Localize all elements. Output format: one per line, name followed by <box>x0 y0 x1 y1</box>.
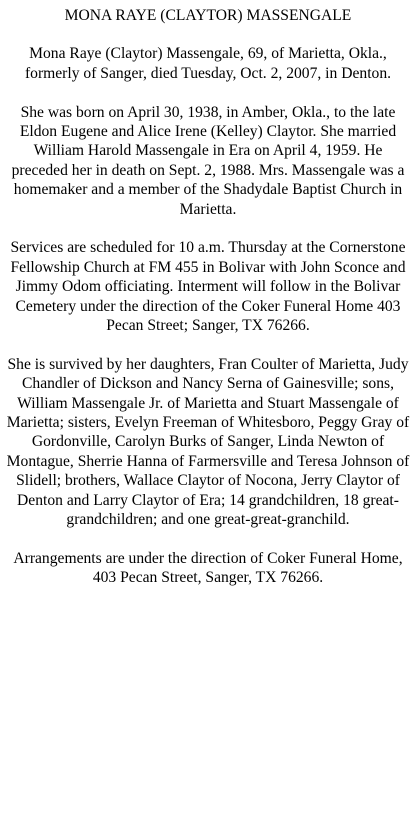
obituary-paragraph-death-notice: Mona Raye (Claytor) Massengale, 69, of Marietta, Okla., formerly of Sanger, died Tuesday, Oct. 2, 2007, in Denton. <box>24 45 392 82</box>
obituary-title: MONA RAYE (CLAYTOR) MASSENGALE <box>64 7 352 24</box>
obituary-paragraph-arrangements: Arrangements are under the direction of Coker Funeral Home, 403 Pecan Street, Sanger, TX 76266. <box>13 549 403 587</box>
obituary-document <box>6 6 410 588</box>
obituary-paragraph-biography: She was born on April 30, 1938, in Amber, Okla., to the late Eldon Eugene and Alice Irene (Kelley) Claytor. She married William Harold Massengale in Era on April 4, 1959. He preceded her in death on Sept. 2, 1988. Mrs. Massengale was a homemaker and a member of the Shadydale Baptist Church in Marietta. <box>11 103 405 218</box>
obituary-paragraph-survivors: She is survived by her daughters, Fran Coulter of Marietta, Judy Chandler of Dickson and Nancy Serna of Gainesville; sons, William Massengale Jr. of Marietta and Stuart Massengale of Marietta; sisters, Evelyn Freeman of Whitesboro, Peggy Gray of Gordonville, Carolyn Burks of Sanger, Linda Newton of Montague, Sherrie Hanna of Farmersville and Teresa Johnson of Slidell; brothers, Wallace Claytor of Nocona, Jerry Claytor of Denton and Larry Claytor of Era; 14 grandchildren, 18 great-grandchildren; and one great-great-granchild. <box>6 355 410 529</box>
obituary-paragraph-services: Services are scheduled for 10 a.m. Thursday at the Cornerstone Fellowship Church at FM 455 in Bolivar with John Sconce and Jimmy Odom officiating. Interment will follow in the Bolivar Cemetery under the direction of the Coker Funeral Home 403 Pecan Street; Sanger, TX 76266. <box>10 239 406 335</box>
